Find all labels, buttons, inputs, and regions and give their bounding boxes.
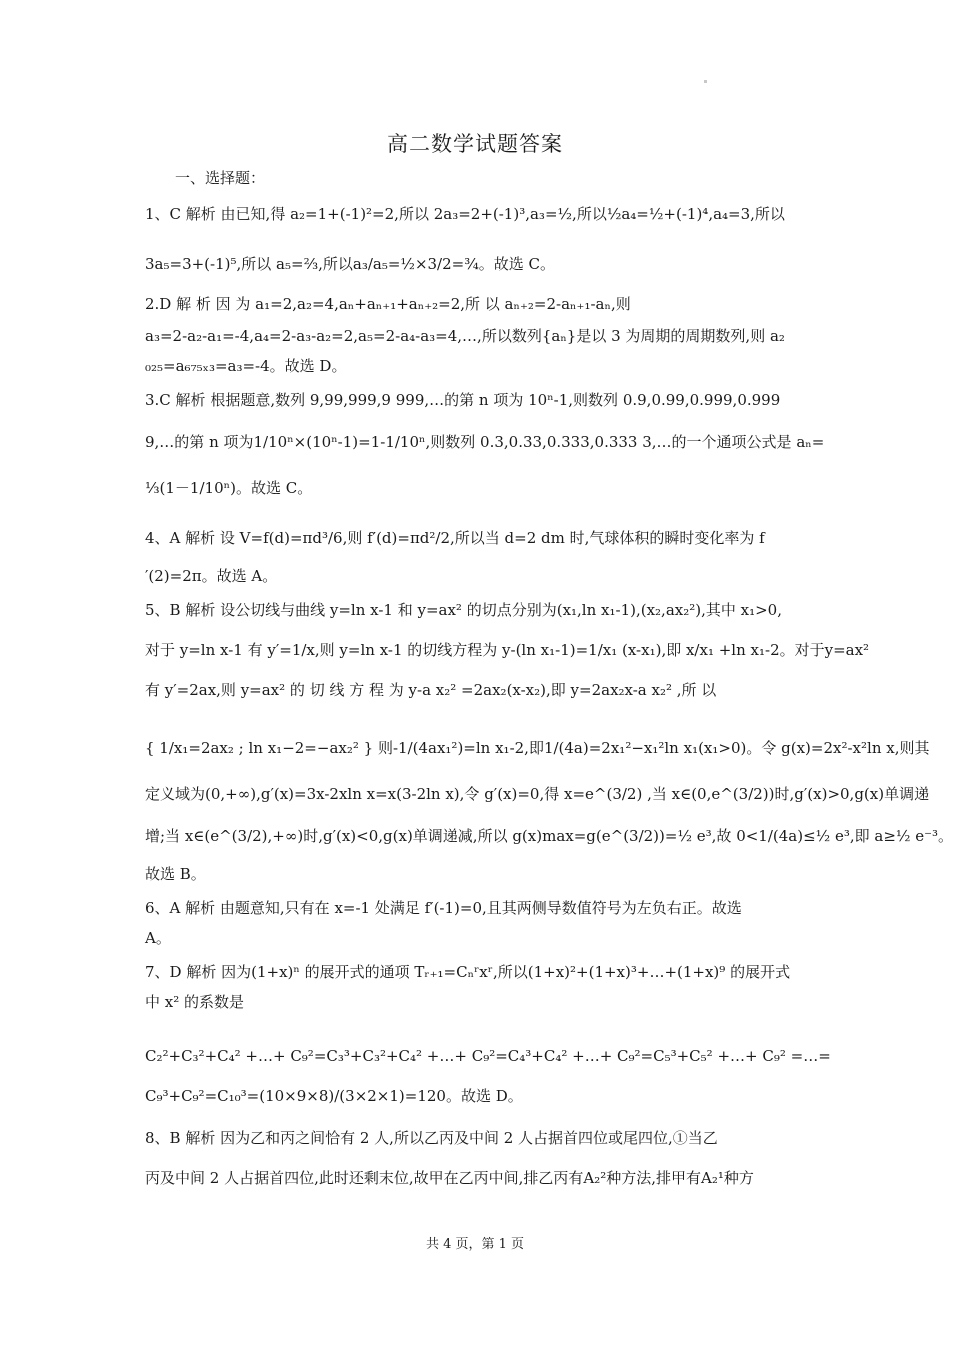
section-heading: 一、选择题：: [175, 169, 266, 187]
answer-line: 增;当 x∈(e^(3/2),+∞)时,g′(x)<0,g(x)单调递减,所以 g(x)max=g(e^(3/2))=½ e³,故 0<1/(4a)≤½ e³,即 a≥½ e⁻³。: [145, 827, 953, 845]
answer-line: C₉³+C₉²=C₁₀³=(10×9×8)/(3×2×1)=120。故选 D。: [145, 1087, 523, 1105]
answer-line: C₂²+C₃²+C₄² +…+ C₉²=C₃³+C₃²+C₄² +…+ C₉²=C₄³+C₄² +…+ C₉²=C₅³+C₅² +…+ C₉² =…=: [145, 1047, 831, 1065]
answer-line: 4、A 解析 设 V=f(d)=πd³/6,则 f′(d)=πd²/2,所以当 d=2 dm 时,气球体积的瞬时变化率为 f: [145, 529, 765, 547]
page-footer: 共 4 页，第 1 页: [425, 1237, 525, 1252]
answer-line: ₀₂₅=a₆₇₅ₓ₃=a₃=-4。故选 D。: [145, 357, 347, 375]
answer-line: 对于 y=ln x-1 有 y′=1/x,则 y=ln x-1 的切线方程为 y-(ln x₁-1)=1/x₁ (x-x₁),即 x/x₁ +ln x₁-2。对于y=ax²: [145, 641, 870, 659]
answer-line: A。: [145, 929, 171, 947]
answer-line: a₃=2-a₂-a₁=-4,a₄=2-a₃-a₂=2,a₅=2-a₄-a₃=4,…,所以数列{aₙ}是以 3 为周期的周期数列,则 a₂: [145, 327, 785, 345]
answer-line: 8、B 解析 因为乙和丙之间恰有 2 人,所以乙丙及中间 2 人占据首四位或尾四位,①当乙: [145, 1129, 718, 1147]
answer-line: 有 y′=2ax,则 y=ax² 的 切 线 方 程 为 y-a x₂² =2ax₂(x-x₂),即 y=2ax₂x-a x₂² ,所 以: [145, 681, 717, 699]
answer-line: 1、C 解析 由已知,得 a₂=1+(-1)²=2,所以 2a₃=2+(-1)³,a₃=½,所以½a₄=½+(-1)⁴,a₄=3,所以: [145, 205, 785, 223]
answer-line: 2.D 解 析 因 为 a₁=2,a₂=4,aₙ+aₙ₊₁+aₙ₊₂=2,所 以 aₙ₊₂=2-aₙ₊₁-aₙ,则: [145, 295, 631, 313]
answer-line: ′(2)=2π。故选 A。: [145, 567, 278, 585]
answer-line: 中 x² 的系数是: [145, 993, 245, 1011]
answer-line: 6、A 解析 由题意知,只有在 x=-1 处满足 f′(-1)=0,且其两侧导数值符号为左负右正。故选: [145, 899, 742, 917]
answer-line: 3.C 解析 根据题意,数列 9,99,999,9 999,…的第 n 项为 10ⁿ-1,则数列 0.9,0.99,0.999,0.999: [145, 391, 781, 409]
answer-line: ⅓(1－1/10ⁿ)。故选 C。: [145, 479, 313, 497]
page-title: 高二数学试题答案: [387, 132, 563, 156]
answer-line: 定义域为(0,+∞),g′(x)=3x-2xln x=x(3-2ln x),令 g′(x)=0,得 x=e^(3/2) ,当 x∈(0,e^(3/2))时,g′(x)>0,g(x)单调递: [145, 785, 930, 803]
answer-line: 故选 B。: [145, 865, 206, 883]
answer-line: 3a₅=3+(-1)⁵,所以 a₅=⅔,所以a₃/a₅=½×3/2=¾。故选 C。: [145, 255, 556, 273]
answer-line: 9,…的第 n 项为1/10ⁿ×(10ⁿ-1)=1-1/10ⁿ,则数列 0.3,0.33,0.333,0.333 3,…的一个通项公式是 aₙ=: [145, 433, 825, 451]
scan-mark: [704, 80, 707, 83]
answer-line: 7、D 解析 因为(1+x)ⁿ 的展开式的通项 Tᵣ₊₁=Cₙʳxʳ,所以(1+x)²+(1+x)³+…+(1+x)⁹ 的展开式: [145, 963, 791, 981]
answer-line: 丙及中间 2 人占据首四位,此时还剩末位,故甲在乙丙中间,排乙丙有A₂²种方法,排甲有A₂¹种方: [145, 1169, 754, 1187]
answer-line: 5、B 解析 设公切线与曲线 y=ln x-1 和 y=ax² 的切点分别为(x₁,ln x₁-1),(x₂,ax₂²),其中 x₁>0,: [145, 601, 782, 619]
answer-line: { 1/x₁=2ax₂ ; ln x₁−2=−ax₂² } 则-1/(4ax₁²)=ln x₁-2,即1/(4a)=2x₁²−x₁²ln x₁(x₁>0)。令 g(x)=2x²-x²ln x,则其: [145, 739, 930, 757]
